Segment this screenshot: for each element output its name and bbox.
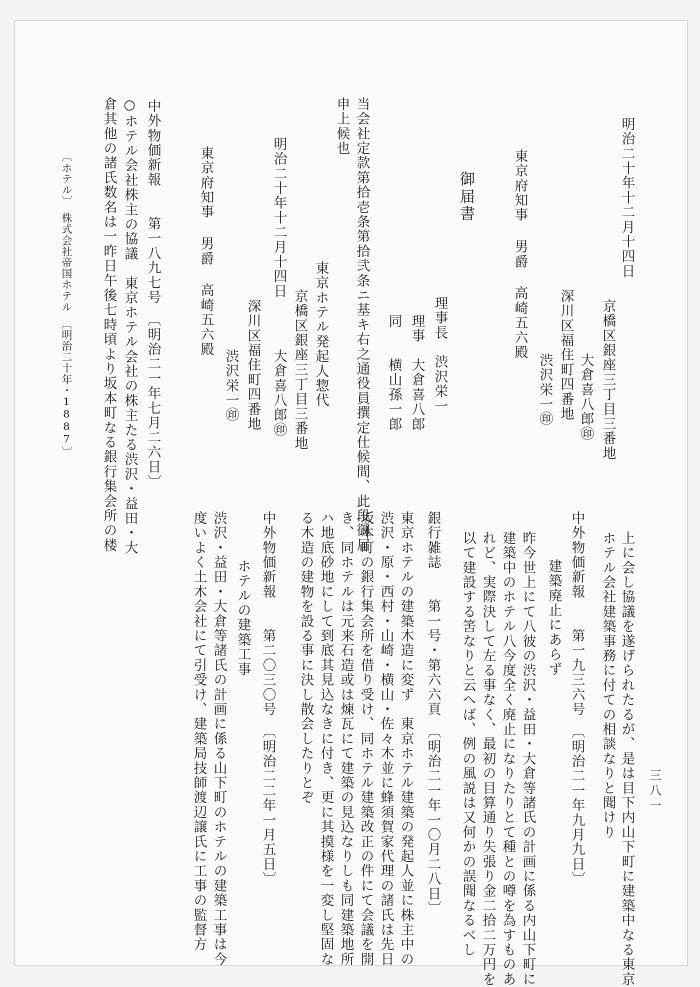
text-line: 度いよく土木会社にて引受け、建築局技師渡辺譲氏に工事の監督方 [190, 511, 207, 952]
officer-line: 同 横山孫一郎 [385, 314, 402, 432]
text-line: ホテル会社建築事務に付ての相談なりと聞けり [599, 531, 616, 840]
text-line: る木造の建物を設る事に決し散会したりとぞ [297, 511, 314, 805]
text-line: 坂本町の銀行集会所を借り受け、同ホテル建築改正の件にて会議を開 [357, 511, 374, 967]
addressee-line: 東京府知事 男爵 高崎五六殿 [197, 146, 214, 357]
address-line: 深川区福住町四番地 [244, 299, 261, 432]
text-line: 上に会し協議を遂げられたるが、是は目下内山下町に建築中なる東京 [618, 531, 635, 987]
text-line: 申上候也 [333, 97, 350, 156]
text-line: 当会社定款第拾壱条第拾弐条ニ基キ右之通役員撰定仕候間、此段御届 [353, 97, 370, 553]
signatory-name: 大倉喜八郎㊞ [577, 353, 594, 442]
text-line: 渋沢・原・西村・山崎・横山・佐々木並に蜂須賀家代理の諸氏は先日 [377, 511, 394, 967]
document-page [14, 20, 688, 987]
article-heading: 銀行雑誌 第一号・第六六頁 〔明治二一年一〇月二八日〕 [424, 511, 441, 916]
signatory-name: 渋沢栄一㊞ [222, 349, 239, 423]
text-line: 渋沢・益田・大倉等諸氏の計画に係る山下町のホテルの建築工事は今 [210, 511, 227, 967]
officer-line: 理事長 渋沢栄一 [431, 296, 448, 414]
signatory-name: 大倉喜八郎㊞ [270, 349, 287, 438]
signatory-title: 東京ホテル発起人惣代 [312, 261, 329, 408]
article-heading: 中外物価新報 第一八九七号 〔明治二一年七月二六日〕 [144, 99, 161, 490]
date-line: 明治二十年十二月十四日 [270, 137, 287, 299]
page-footer: 〔ホテル〕 株式会社帝国ホテル 〔明治二十年・1887〕 [60, 151, 73, 458]
article-heading: 中外物価新報 第一九三六号 〔明治二一年九月九日〕 [568, 511, 585, 887]
address-line: 京橋区銀座三丁目三番地 [291, 289, 308, 451]
address-line: 京橋区銀座三丁目三番地 [599, 299, 616, 461]
address-line: 深川区福住町四番地 [557, 289, 574, 422]
addressee-line: 東京府知事 男爵 高崎五六殿 [511, 149, 528, 360]
date-line: 明治二十年十二月十四日 [618, 117, 635, 279]
text-line: 東京ホテルの建築木造に変ず 東京ホテル建築の発起人並に株主中の [397, 511, 414, 967]
text-line: れど、実際決して左る事なく、最初の目算通り失張り金二拾二万円を [479, 531, 496, 987]
document-title: 御届書 [458, 171, 476, 223]
text-line: 以て建設する筈なりと云へば、例の風説は又何かの誤聞なるべし [459, 531, 476, 958]
text-line: 建築中のホテル八今度全く廃止になりたりとて種との噂を為すものあ [499, 531, 516, 987]
article-subtitle: ホテルの建築工事 [234, 559, 251, 677]
article-subtitle: 建築廃止にあらず [545, 559, 562, 677]
text-line: ○ホテル会社株主の協議 東京ホテル会社の株主たる渋沢・益田・大 [121, 97, 138, 556]
text-line: き、同ホテルは元来石造或は煉瓦にて建築の見込なりしも同建築地所 [337, 511, 354, 967]
text-line: 倉其他の諸氏数名は一昨日午後七時頃より坂本町なる銀行集会所の楼 [100, 97, 117, 553]
signatory-name: 渋沢栄一㊞ [536, 353, 553, 427]
text-line: ハ地底砂地にして到底其見込なきに付き、更に其摸様を一変し堅固な [317, 511, 334, 967]
article-heading: 中外物価新報 第二〇三〇号 〔明治二二年一月五日〕 [259, 511, 276, 887]
page-number: 三八一 [648, 769, 662, 814]
officer-line: 理事 大倉喜八郎 [408, 314, 425, 432]
text-line: 昨今世上にて八彼の渋沢・益田・大倉等諸氏の計画に係る内山下町に [519, 531, 536, 987]
